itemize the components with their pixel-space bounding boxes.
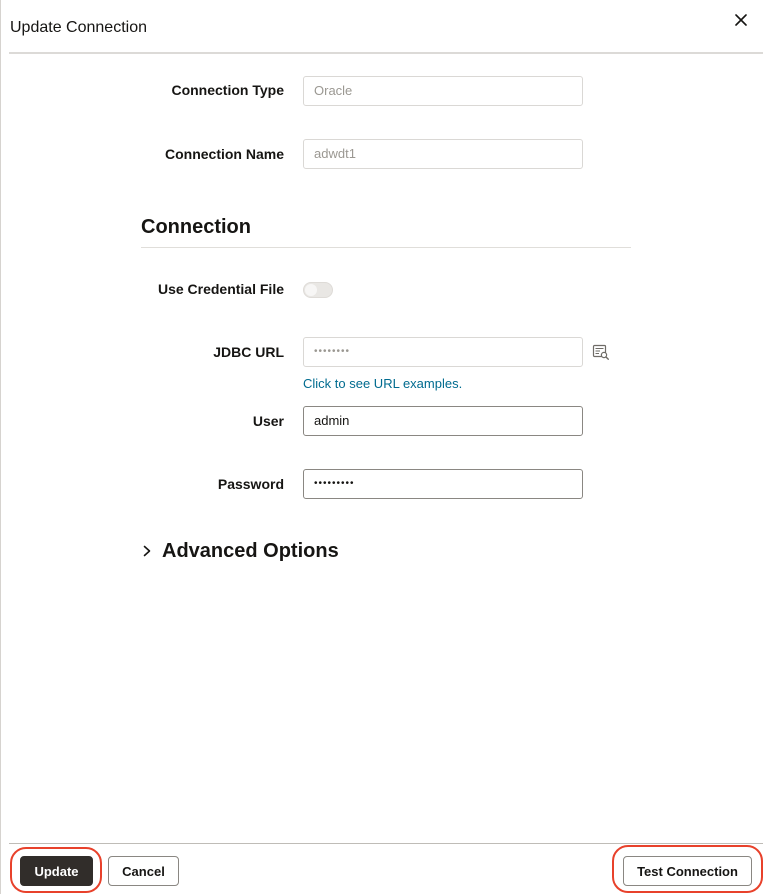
connection-section-title: Connection <box>141 216 251 238</box>
connection-name-label: Connection Name <box>164 146 284 162</box>
url-examples-button[interactable] <box>592 343 610 361</box>
password-field[interactable]: ••••••••• <box>303 469 583 499</box>
dialog-header <box>1 0 763 54</box>
footer-divider <box>9 843 763 844</box>
close-button[interactable] <box>729 8 753 32</box>
jdbc-url-field[interactable]: •••••••• <box>303 337 583 367</box>
url-examples-link[interactable]: Click to see URL examples. <box>303 376 463 391</box>
advanced-options-label: Advanced Options <box>162 539 339 562</box>
connection-name-field: adwdt1 <box>303 139 583 169</box>
connection-type-label: Connection Type <box>171 82 284 98</box>
password-label: Password <box>217 476 284 492</box>
section-divider <box>141 247 631 248</box>
use-credential-file-label: Use Credential File <box>157 281 284 297</box>
cancel-button[interactable]: Cancel <box>108 856 179 886</box>
user-label: User <box>252 413 284 429</box>
connection-type-field: Oracle <box>303 76 583 106</box>
url-examples-icon <box>592 343 610 361</box>
user-field[interactable]: admin <box>303 406 583 436</box>
toggle-knob <box>305 284 317 296</box>
chevron-right-icon <box>141 544 153 558</box>
update-button[interactable]: Update <box>20 856 93 886</box>
jdbc-url-label: JDBC URL <box>213 344 284 360</box>
test-connection-button[interactable]: Test Connection <box>623 856 752 886</box>
advanced-options-toggle[interactable] <box>141 538 339 564</box>
use-credential-file-toggle[interactable] <box>303 282 333 298</box>
header-divider <box>9 52 763 54</box>
dialog-title: Update Connection <box>10 19 147 36</box>
close-icon <box>735 14 747 26</box>
